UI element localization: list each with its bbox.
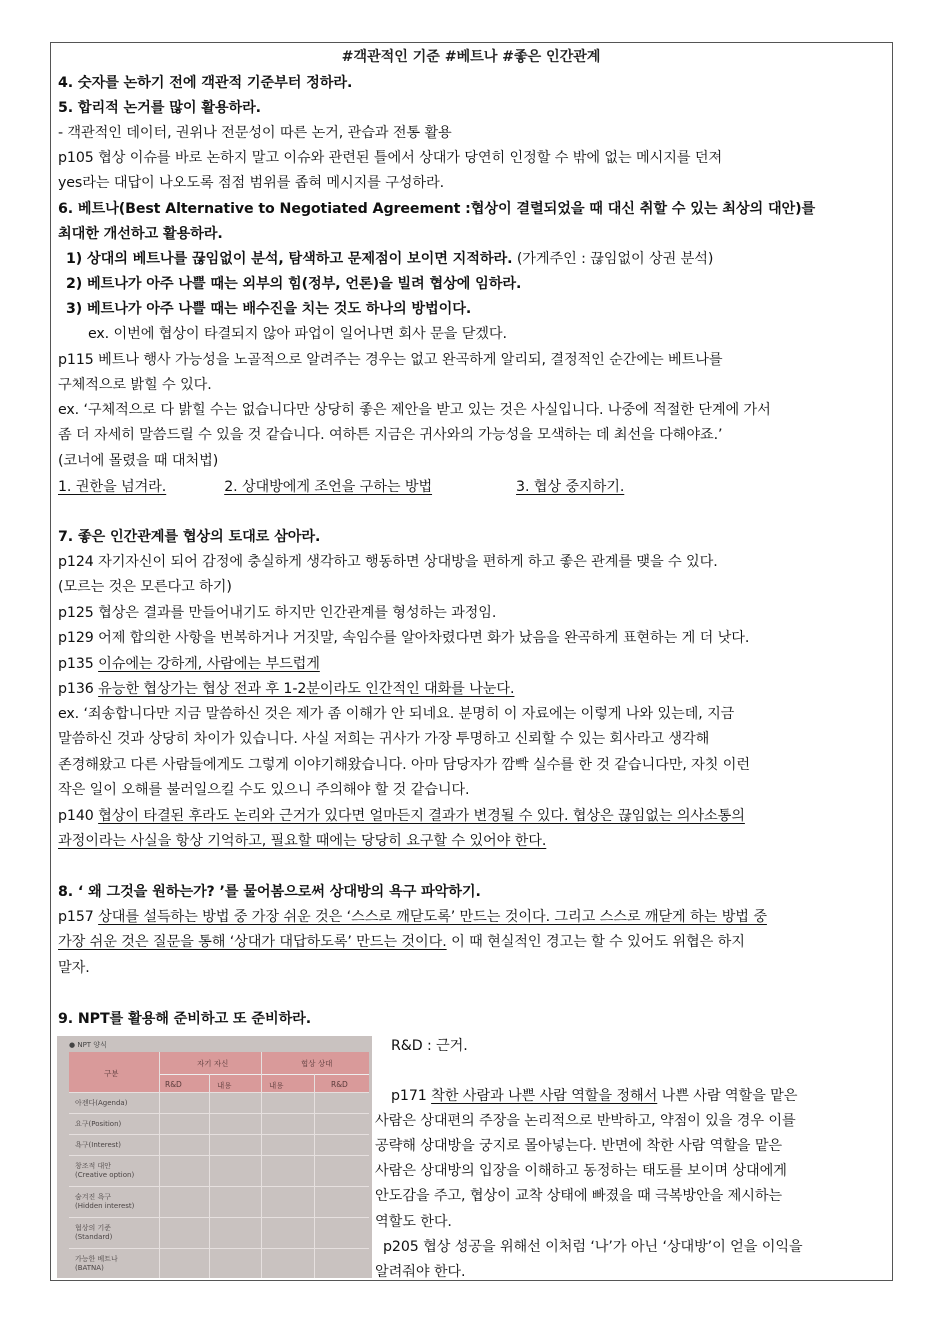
heading-6-cont: 최대한 개선하고 활용하라.	[58, 226, 223, 242]
npt-row-interest: 욕구(Interest)	[75, 1141, 121, 1149]
page-ref: p136	[58, 681, 94, 697]
text-line	[58, 654, 320, 674]
heading-5: 5. 합리적 논거를 많이 활용하라.	[58, 100, 261, 116]
text-line: p125 협상은 결과를 만들어내기도 하지만 인간관계를 형성하는 과정임.	[58, 605, 497, 621]
npt-hline	[69, 1155, 369, 1156]
npt-hline	[69, 1217, 369, 1218]
sub-item-2: 2) 베트나가 아주 나쁠 때는 외부의 힘(정부, 언론)을 빌려 협상에 임하라.	[66, 276, 522, 292]
heading-7: 7. 좋은 인간관계를 협상의 토대로 삼아라.	[58, 529, 321, 545]
npt-row-standard: 협상의 기준 (Standard)	[75, 1224, 113, 1241]
npt-row-creative-option: 창조적 대안 (Creative option)	[75, 1162, 135, 1179]
text-line	[58, 679, 514, 699]
npt-row-batna: 가능한 베트나 (BATNA)	[75, 1255, 118, 1272]
page-ref: p135	[58, 656, 94, 672]
npt-caption: ● NPT 양식	[69, 1041, 107, 1049]
npt-grid	[69, 1052, 369, 1278]
underlined-text: 이슈에는 강하게, 사람에는 부드럽게	[98, 656, 320, 672]
page-tags: #객관적인 기준 #베트나 #좋은 인간관계	[341, 49, 601, 65]
text-line: 공략해 상대방을 궁지로 몰아넣는다. 반면에 착한 사람 역할을 맡은	[375, 1138, 783, 1154]
text-line: p124 자기자신이 되어 감정에 충실하게 생각하고 행동하면 상대방을 편하게 하고 좋은 관계를 맺을 수 있다.	[58, 554, 718, 570]
tip-3: 3. 협상 중지하기.	[516, 479, 625, 495]
underlined-text: 착한 사람과 나쁜 사람 역할을 정해서	[431, 1088, 658, 1104]
text-line: - 객관적인 데이터, 권위나 전문성이 따른 논거, 관습과 전통 활용	[58, 125, 452, 141]
text-line: ex. ‘죄송합니다만 지금 말씀하신 것은 제가 좀 이해가 안 되네요. 분명히 이 자료에는 이렇게 나와 있는데, 지금	[58, 706, 735, 722]
text-line: 안도감을 주고, 협상이 교착 상태에 빠졌을 때 극복방안을 제시하는	[375, 1188, 783, 1204]
tip-2: 2. 상대방에게 조언을 구하는 방법	[224, 479, 433, 495]
plain-text: 나쁜 사람 역할을 맡은	[661, 1088, 798, 1104]
npt-hline	[69, 1134, 369, 1135]
underlined-text: 가장 쉬운 것은 질문을 통해 ‘상대가 대답하도록’ 만드는 것이다.	[58, 934, 447, 950]
text-line	[58, 907, 767, 927]
text-line: p205 협상 성공을 위해선 이처럼 ‘나’가 아닌 ‘상대방’이 얻을 이익을	[383, 1239, 803, 1255]
corner-tips	[58, 477, 698, 497]
page-ref: p157	[58, 909, 94, 925]
underlined-text: 상대를 설득하는 방법 중 가장 쉬운 것은 ‘스스로 깨닫도록’ 만드는 것이다. 그리고 스스로 깨닫게 하는 방법 중	[98, 909, 767, 925]
text-line: 작은 일이 오해를 불러일으킬 수도 있으니 주의해야 할 것 같습니다.	[58, 782, 470, 798]
text-line: R&D : 근거.	[391, 1038, 468, 1054]
text-line: 말자.	[58, 960, 90, 976]
npt-row-agenda: 아젠다(Agenda)	[75, 1099, 128, 1107]
text-line: 구체적으로 밝힐 수 있다.	[58, 377, 212, 393]
npt-col-content-other: 내용	[269, 1081, 284, 1090]
page-ref: p140	[58, 808, 94, 824]
text-line	[391, 1086, 797, 1106]
npt-hline	[69, 1113, 369, 1114]
text-line: p129 어제 합의한 사항을 번복하거나 거짓말, 속임수를 알아차렸다면 화가 났음을 완곡하게 표현하는 게 더 낫다.	[58, 630, 750, 646]
plain-text: 이 때 현실적인 경고는 할 수 있어도 위협은 하지	[451, 934, 745, 950]
sub-item-1-note: (가게주인 : 끊임없이 상권 분석)	[516, 251, 714, 267]
tip-1: 1. 권한을 넘겨라.	[58, 479, 167, 495]
npt-col-category: 구분	[104, 1069, 119, 1078]
npt-row-hidden-interest: 숨겨진 욕구 (Hidden interest)	[75, 1193, 135, 1210]
npt-vline	[159, 1052, 160, 1278]
text-line: ex. ‘구체적으로 다 밝힐 수는 없습니다만 상당히 좋은 제안을 받고 있는 것은 사실입니다. 나중에 적절한 단계에 가서	[58, 402, 771, 418]
text-line: 역할도 한다.	[375, 1214, 452, 1230]
sub-item-1-text: 1) 상대의 베트나를 끊임없이 분석, 탐색하고 문제점이 보이면 지적하라.	[66, 251, 513, 267]
text-line: 사람은 상대편의 주장을 논리적으로 반박하고, 약점이 있을 경우 이를	[375, 1113, 796, 1129]
text-line	[58, 806, 745, 826]
npt-col-rd-other: R&D	[331, 1080, 348, 1089]
text-line: (코너에 몰렸을 때 대처법)	[58, 453, 219, 469]
npt-hline	[69, 1092, 369, 1093]
sub-item-3: 3) 베트나가 아주 나쁠 때는 배수진을 치는 것도 하나의 방법이다.	[66, 301, 472, 317]
npt-header-divider	[159, 1074, 369, 1075]
page-ref: p171	[391, 1088, 427, 1104]
text-line	[58, 932, 745, 952]
underlined-text: 협상이 타결된 후라도 논리와 근거가 있다면 얼마든지 결과가 변경될 수 있다. 협상은 끊임없는 의사소통의	[98, 808, 745, 824]
text-line: yes라는 대답이 나오도록 점점 범위를 좁혀 메시지를 구성하라.	[58, 175, 445, 191]
heading-4: 4. 숫자를 논하기 전에 객관적 기준부터 정하라.	[58, 75, 353, 91]
text-line: 말씀하신 것과 상당히 차이가 있습니다. 사실 저희는 귀사가 가장 투명하고 신뢰할 수 있는 회사라고 생각해	[58, 731, 710, 747]
npt-col-group-other: 협상 상대	[301, 1059, 333, 1068]
text-line: 존경해왔고 다른 사람들에게도 그렇게 이야기해왔습니다. 아마 담당자가 깜빡 실수를 한 것 같습니다만, 자칫 이런	[58, 757, 750, 773]
sub-item-1	[66, 249, 713, 269]
npt-table-image	[57, 1036, 372, 1278]
npt-row-position: 요구(Position)	[75, 1120, 122, 1128]
npt-hline	[69, 1186, 369, 1187]
underlined-text: 유능한 협상가는 협상 전과 후 1-2분이라도 인간적인 대화를 나눈다.	[98, 681, 515, 697]
npt-vline	[261, 1052, 262, 1278]
text-line: (모르는 것은 모른다고 하기)	[58, 579, 232, 595]
npt-hline	[69, 1248, 369, 1249]
underlined-text: 과정이라는 사실을 항상 기억하고, 필요할 때에는 당당히 요구할 수 있어야 한다.	[58, 833, 547, 849]
text-line: 좀 더 자세히 말씀드릴 수 있을 것 같습니다. 여하튼 지금은 귀사와의 가능성을 모색하는 데 최선을 다해야죠.’	[58, 427, 723, 443]
npt-col-rd-self: R&D	[165, 1080, 182, 1089]
heading-9: 9. NPT를 활용해 준비하고 또 준비하라.	[58, 1011, 312, 1027]
text-line: 사람은 상대방의 입장을 이해하고 동정하는 태도를 보이며 상대에게	[375, 1163, 787, 1179]
npt-col-content-self: 내용	[217, 1081, 232, 1090]
npt-col-group-self: 자기 자신	[197, 1059, 229, 1068]
text-line: ex. 이번에 협상이 타결되지 않아 파업이 일어나면 회사 문을 닫겠다.	[88, 326, 507, 342]
heading-8: 8. ‘ 왜 그것을 원하는가? ’를 물어봄으로써 상대방의 욕구 파악하기.	[58, 884, 481, 900]
text-line: p105 협상 이슈를 바로 논하지 말고 이슈와 관련된 틀에서 상대가 당연히 인정할 수 밖에 없는 메시지를 던져	[58, 150, 723, 166]
heading-6: 6. 베트나(Best Alternative to Negotiated Agreement :협상이 결렬되었을 때 대신 취할 수 있는 최상의 대안)를	[58, 201, 816, 217]
text-line: p115 베트나 행사 가능성을 노골적으로 알려주는 경우는 없고 완곡하게 알리되, 결정적인 순간에는 베트나를	[58, 352, 723, 368]
text-line: 알려줘야 한다.	[375, 1264, 466, 1280]
